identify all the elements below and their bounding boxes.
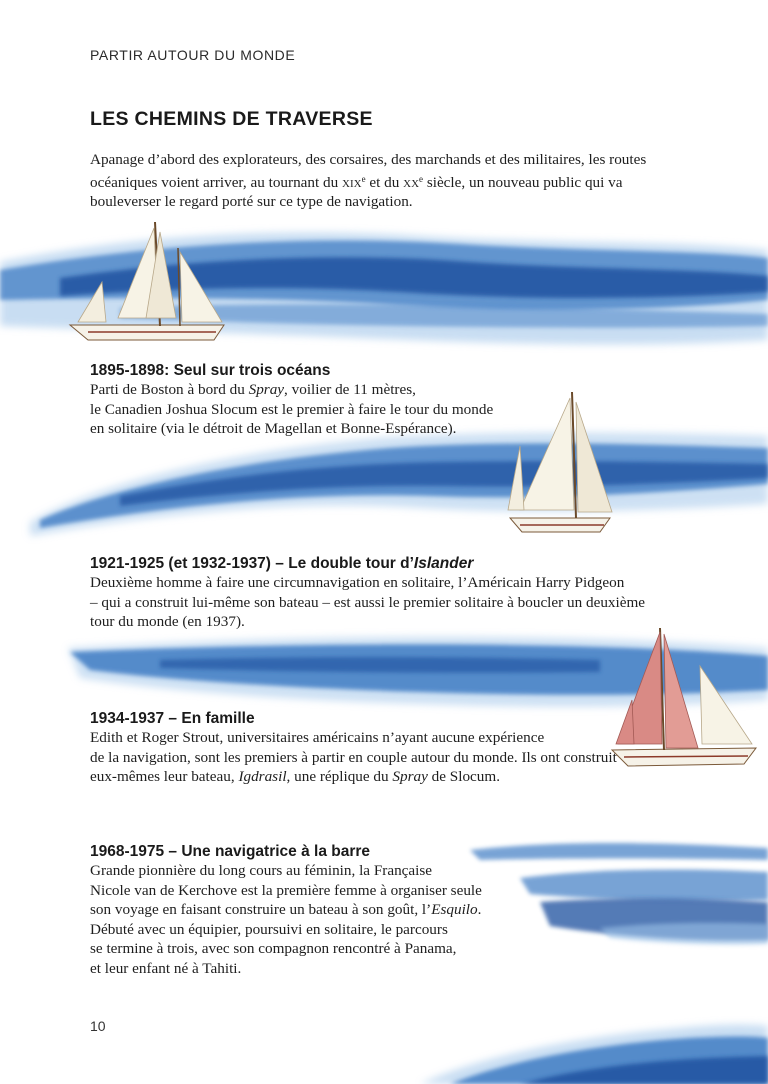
entry-text: Edith et Roger Strout, universitaires américains n’ayant aucune expérience de la navigation, sont les premiers à partir en couple autour du monde. Ils ont construit eux-mêmes leur bateau, Igdrasil, une réplique du Spray de Slocum. [90,729,617,785]
entry-text: Deuxième homme à faire une circumnavigation en solitaire, l’Américain Harry Pidgeon – qui a construit lui-même son bateau – est aussi le premier solitaire à boucler un deuxième tour du monde (en 1937). [90,574,646,630]
entry-1921 [90,555,645,632]
section-title: LES CHEMINS DE TRAVERSE [90,108,373,130]
entry-1968 [90,843,482,978]
running-head: PARTIR AUTOUR DU MONDE [90,47,296,63]
watercolor-wave-4 [470,843,768,945]
watercolor-wave-2 [30,433,768,537]
entry-1934 [90,710,617,787]
entry-heading: 1968-1975 – Une navigatrice à la barre [90,843,371,860]
watercolor-wave-5 [420,1025,768,1084]
entry-heading: 1934-1937 – En famille [90,710,255,727]
entry-text: Grande pionnière du long cours au féminin, la Française Nicole van de Kerchove est la première femme à organiser seule son voyage en faisant construire un bateau à son goût, l’Esquilo. Débuté avec un équipier, poursuivi en solitaire, le parcours se termine à trois, avec son compagnon rencontré à Panama, et leur enfant né à Tahiti. [90,862,482,977]
entry-1895 [90,362,493,439]
intro-paragraph: Apanage d’abord des explorateurs, des corsaires, des marchands et des militaires, les routes océaniques voient arriver, au tournant du xix$^e$ et du $xx^e$ siècle, un nouveau public qui va bouleverser le regard porté sur ce type de navigation. [90,151,647,210]
entry-heading: 1895-1898: Seul sur trois océans [90,362,331,379]
entry-text: Parti de Boston à bord du Spray, voilier de 11 mètres, le Canadien Joshua Slocum est le premier à faire le tour du monde en solitaire (via le détroit de Magellan et Bonne-Espérance). [90,381,494,437]
page-number: 10 [90,1018,106,1034]
entry-heading: 1921-1925 (et 1932-1937) – Le double tour d’Islander [90,555,474,572]
